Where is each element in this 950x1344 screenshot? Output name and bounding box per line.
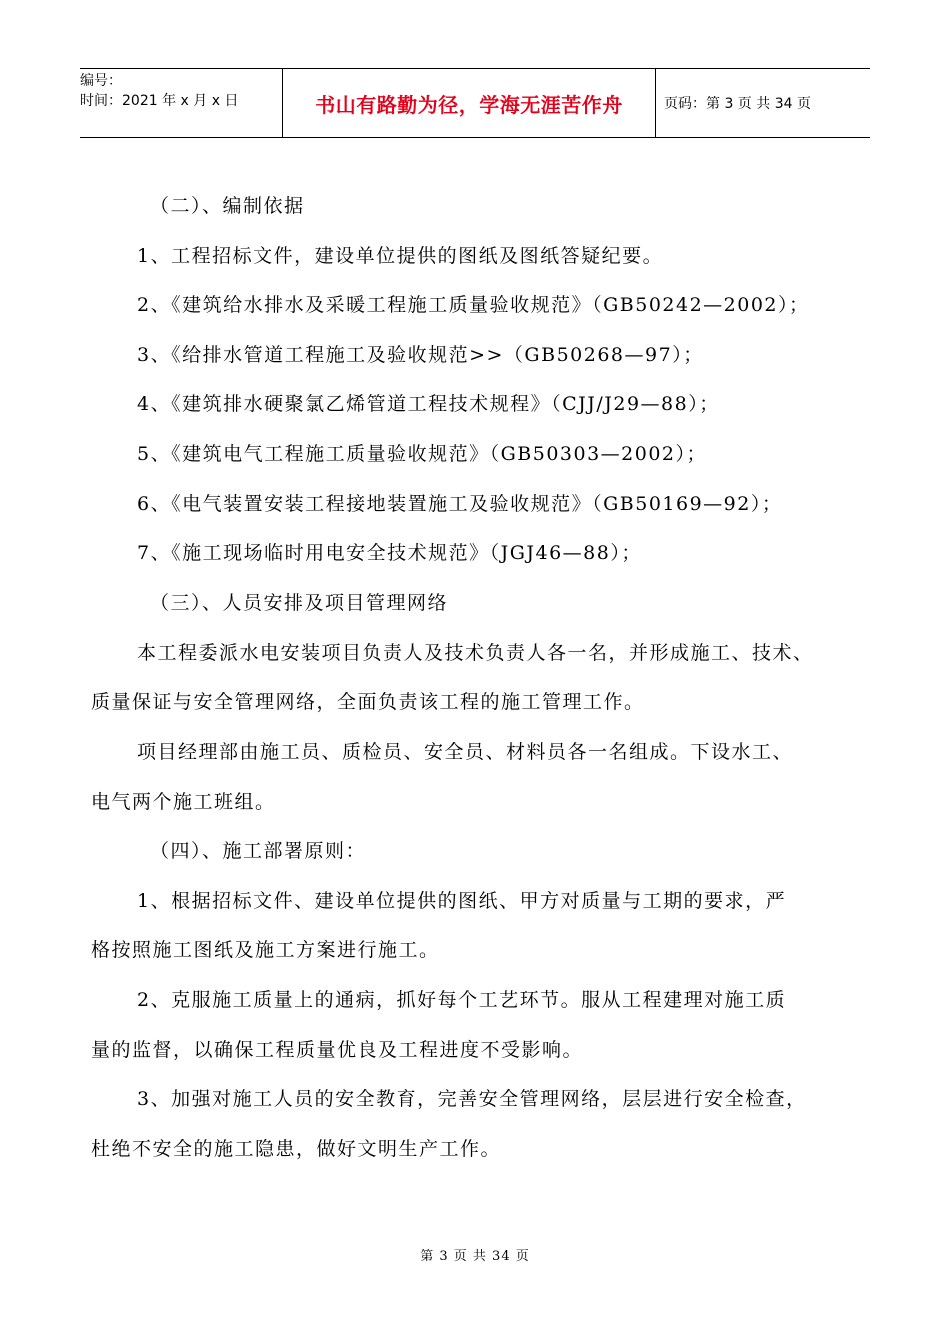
list-item: 1、工程招标文件，建设单位提供的图纸及图纸答疑纪要。 — [137, 245, 664, 267]
page-footer: 第 3 页 共 34 页 — [420, 1249, 530, 1264]
paragraph-line: 3、加强对施工人员的安全教育，完善安全管理网络，层层进行安全检查， — [137, 1088, 807, 1110]
paragraph-line: 项目经理部由施工员、质检员、安全员、材料员各一名组成。下设水工、 — [137, 741, 794, 763]
section-heading: （二）、编制依据 — [150, 195, 305, 217]
header-page-info: 页码：第 3 页 共 34 页 — [664, 96, 811, 112]
paragraph-line: 杜绝不安全的施工隐患，做好文明生产工作。 — [91, 1138, 502, 1160]
paragraph-line: 质量保证与安全管理网络，全面负责该工程的施工管理工作。 — [91, 691, 645, 713]
list-item: 5、《建筑电气工程施工质量验收规范》（GB50303—2002）； — [137, 443, 708, 465]
list-item: 2、《建筑给水排水及采暖工程施工质量验收规范》（GB50242—2002）； — [137, 294, 810, 316]
list-item: 3、《给排水管道工程施工及验收规范>>（GB50268—97）； — [137, 344, 704, 366]
section-heading: （四）、施工部署原则： — [150, 840, 367, 862]
document-number-label: 编号： — [80, 73, 122, 89]
list-item: 6、《电气装置安装工程接地装置施工及验收规范》（GB50169—92）； — [137, 493, 783, 515]
header-motto: 书山有路勤为径，学海无涯苦作舟 — [282, 69, 656, 137]
paragraph-line: 电气两个施工班组。 — [91, 791, 276, 813]
paragraph-line: 1、根据招标文件、建设单位提供的图纸、甲方对质量与工期的要求，严 — [137, 890, 787, 912]
paragraph-line: 本工程委派水电安装项目负责人及技术负责人各一名，并形成施工、技术、 — [137, 642, 814, 664]
paragraph-line: 格按照施工图纸及施工方案进行施工。 — [91, 939, 440, 961]
page-header — [80, 68, 870, 138]
section-heading: （三）、人员安排及项目管理网络 — [150, 592, 449, 614]
list-item: 7、《施工现场临时用电安全技术规范》（JGJ46—88）； — [137, 542, 642, 564]
document-date: 时间：2021 年 x 月 x 日 — [80, 93, 239, 109]
list-item: 4、《建筑排水硬聚氯乙烯管道工程技术规程》（CJJ/J29—88）； — [137, 393, 720, 415]
paragraph-line: 量的监督，以确保工程质量优良及工程进度不受影响。 — [91, 1039, 584, 1061]
header-meta — [80, 69, 282, 139]
paragraph-line: 2、克服施工质量上的通病，抓好每个工艺环节。服从工程建理对施工质 — [137, 989, 787, 1011]
